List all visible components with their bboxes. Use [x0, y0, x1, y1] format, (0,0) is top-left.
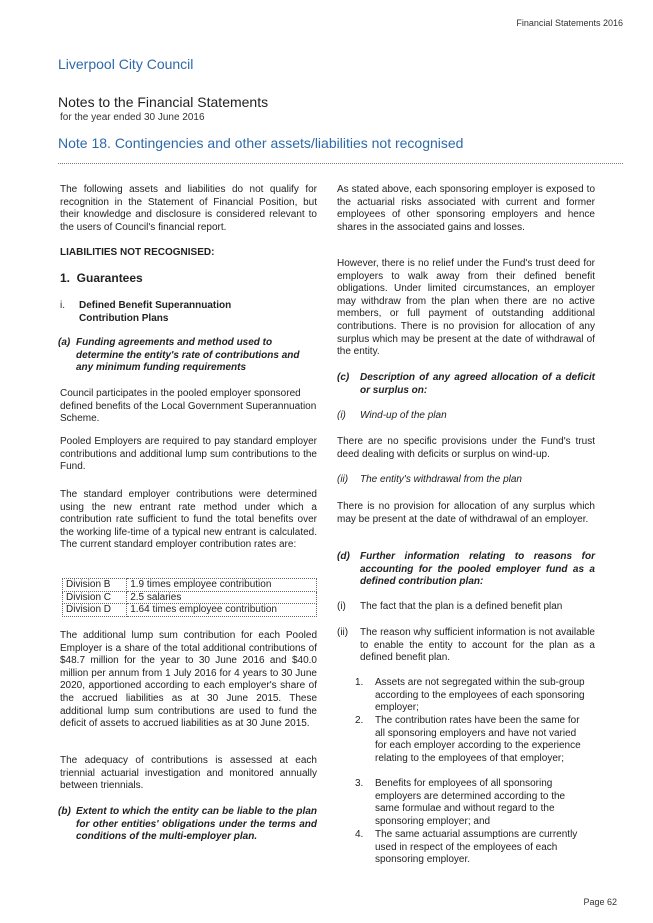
council-name: Liverpool City Council — [58, 56, 194, 72]
wind-up-heading: Wind-up of the plan — [360, 410, 447, 421]
item-text: The fact that the plan is a defined benefit plan — [360, 601, 563, 612]
division-cell: Division B — [63, 579, 127, 592]
table-row — [63, 579, 317, 592]
section-a-heading: Funding agreements and method used to determine the entity's rate of contributions and any minimum funding requirements — [76, 337, 300, 374]
section-d-heading: Further information relating to reasons for accounting for the pooled employer fund as a defined contribution plan: — [360, 551, 595, 588]
doc-title: Financial Statements 2016 — [516, 18, 623, 28]
paragraph: The additional lump sum contribution for each Pooled Employer is a share of the total additional contributions of $48.7 million for the year to 30 June 2016 and $40.0 million per annum from 1 July 2016 for 4 years to 30 June 2020, apportioned according to each employer's share of the accrued liabilities as at 30 June 2015. These additional lump sum contributions are used to fund the deficit of assets to accrued liabilities as at 30 June 2015. — [60, 630, 317, 730]
page-number: Page 62 — [583, 897, 617, 907]
item-text: The reason why sufficient information is not available to enable the entity to account for the plan as a defined benefit plan. — [360, 627, 595, 664]
paragraph: Council participates in the pooled employer sponsored defined benefits of the Local Government Superannuation Scheme. — [60, 388, 317, 425]
rate-cell: 1.9 times employee contribution — [127, 579, 317, 592]
rate-cell: 2.5 salaries — [127, 591, 317, 604]
reason-text: Benefits for employees of all sponsoring employers are determined according to the same formulae and without regard to the sponsoring employer; and — [375, 778, 566, 827]
dbs-heading: Defined Benefit Superannuation Contribution Plans — [79, 300, 232, 324]
division-cell: Division C — [63, 591, 127, 604]
table-row — [63, 591, 317, 604]
withdrawal-heading: The entity's withdrawal from the plan — [360, 474, 522, 485]
table-row — [63, 604, 317, 617]
guarantees-heading: 1. Guarantees — [60, 271, 143, 285]
contribution-rates-table — [62, 578, 317, 617]
paragraph: As stated above, each sponsoring employer is exposed to the actuarial risks associated with current and former employees of other sponsoring employers and hence shares in the associated gains and losses. — [337, 184, 595, 233]
notes-subtitle: for the year ended 30 June 2016 — [60, 112, 205, 123]
reason-number: 4. — [355, 829, 364, 840]
reason-number: 1. — [355, 677, 364, 688]
section-b-heading: Extent to which the entity can be liable to the plan for other entities' obligations under the terms and conditions of the multi-employer plan. — [76, 806, 317, 843]
paragraph: There is no provision for allocation of any surplus which may be present at the date of withdrawal of an employer. — [337, 501, 595, 525]
paragraph: However, there is no relief under the Fund's trust deed for employers to walk away from their defined benefit obligations. Under limited circumstances, an employer may withdraw from the plan when there are no active members, or full payment of outstanding additional contributions. There is no provision for allocation of any surplus which may be present at the date of withdrawal of the entity. — [337, 258, 595, 358]
paragraph: The standard employer contributions were determined using the new entrant rate method under which a contribution rate sufficient to fund the total benefits over the working life-time of a typical new entrant is calculated. The current standard employer contribution rates are: — [60, 489, 317, 551]
item-label: (ii) — [337, 627, 349, 638]
reason-text: The same actuarial assumptions are currently used in respect of the employees of each sponsoring employer. — [375, 829, 578, 866]
reason-text: Assets are not segregated within the sub-group according to the employees of each sponsoring employer; — [375, 677, 585, 714]
paragraph: Pooled Employers are required to pay standard employer contributions and additional lump sum contributions to the Fund. — [60, 436, 317, 473]
section-a-label: (a) — [58, 337, 71, 348]
section-c-label: (c) — [337, 372, 350, 383]
dbs-number: i. — [60, 300, 65, 311]
note-title: Note 18. Contingencies and other assets/liabilities not recognised — [58, 135, 464, 151]
paragraph: The adequacy of contributions is assessed at each triennial actuarial investigation and monitored annually between triennials. — [60, 755, 317, 792]
reason-number: 2. — [355, 715, 364, 726]
notes-title: Notes to the Financial Statements — [58, 94, 269, 110]
divider — [58, 163, 623, 164]
division-cell: Division D — [63, 604, 127, 617]
section-d-label: (d) — [337, 551, 350, 562]
section-c-heading: Description of any agreed allocation of a deficit or surplus on: — [360, 372, 595, 396]
withdrawal-label: (ii) — [337, 474, 349, 485]
intro-paragraph: The following assets and liabilities do not qualify for recognition in the Statement of Financial Position, but their knowledge and disclosure is considered relevant to the users of Council's financial report. — [60, 184, 317, 233]
paragraph: There are no specific provisions under the Fund's trust deed dealing with deficits or surplus on wind-up. — [337, 436, 595, 460]
section-b-label: (b) — [58, 806, 71, 817]
wind-up-label: (i) — [337, 410, 346, 421]
liabilities-heading: LIABILITIES NOT RECOGNISED: — [60, 247, 215, 258]
reason-text: The contribution rates have been the same for all sponsoring employers and have not varied for each employer according to the experience relating to the employees of that employer; — [375, 715, 581, 764]
rate-cell: 1.64 times employee contribution — [127, 604, 317, 617]
reason-number: 3. — [355, 778, 364, 789]
item-label: (i) — [337, 601, 346, 612]
